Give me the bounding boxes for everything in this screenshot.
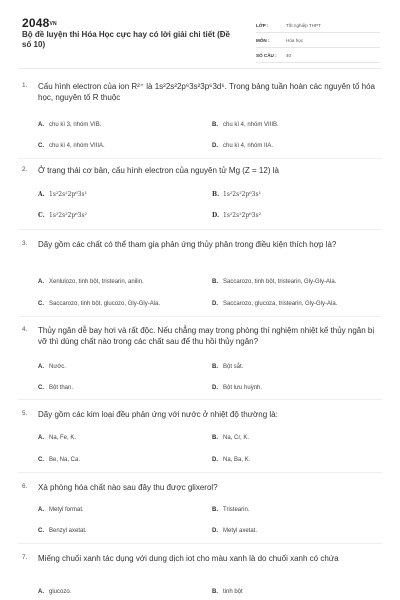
- option-letter: C.: [38, 385, 44, 391]
- option-letter: D.: [212, 143, 218, 149]
- option-text: Xenlulozo, tinh bột, tristearin, anilin.: [49, 279, 144, 285]
- option-text: Nước.: [49, 364, 66, 370]
- option-letter: A.: [38, 122, 44, 128]
- question-number: 5.: [22, 410, 28, 417]
- question-text: Xà phòng hóa chất nào sau đây thu được glixerol?: [38, 483, 218, 492]
- option-letter: A.: [38, 507, 44, 513]
- question-text: Dãy gồm các chất có thể tham gia phản ứng thủy phân trong điều kiện thích hợp là?: [38, 240, 337, 249]
- option-text: Metyl axetat.: [223, 528, 258, 534]
- option-b[interactable]: [212, 191, 261, 198]
- option-letter: B.: [212, 279, 218, 285]
- option-letter: C.: [38, 301, 44, 307]
- option-d[interactable]: [212, 143, 273, 149]
- question-separator: [18, 399, 382, 400]
- option-text: 1s²2s²2p⁶3s²: [49, 212, 87, 219]
- meta-key: MÔN :: [256, 37, 270, 43]
- option-text: chu kì 3, nhóm VIB.: [49, 122, 102, 128]
- document-meta: [256, 18, 380, 63]
- question-text: Miếng chuối xanh tác dụng với dung dịch iot cho màu xanh là do chuối xanh có chứa: [38, 554, 339, 563]
- option-text: 1s²2s²2p⁶3s²: [223, 212, 261, 219]
- option-letter: A.: [38, 191, 45, 198]
- option-a[interactable]: [38, 589, 71, 595]
- question-number: 3.: [22, 240, 28, 247]
- option-letter: D.: [212, 457, 218, 463]
- option-c[interactable]: [38, 385, 73, 391]
- option-d[interactable]: [212, 301, 337, 307]
- option-a[interactable]: [38, 191, 87, 198]
- option-letter: D.: [212, 212, 220, 219]
- meta-row-subject: [256, 33, 380, 48]
- option-c[interactable]: [38, 457, 80, 463]
- meta-row-question-count: [256, 48, 380, 63]
- option-d[interactable]: [212, 457, 250, 463]
- option-text: Saccarozo, tinh bột, glucozo, Gly-Gly-Ala.: [49, 301, 161, 307]
- brand-suffix: VN: [49, 21, 57, 27]
- meta-key: SỐ CÂU :: [256, 52, 277, 58]
- option-text: Metyl format.: [49, 507, 84, 513]
- option-letter: C.: [38, 528, 44, 534]
- option-letter: B.: [212, 507, 218, 513]
- option-d[interactable]: [212, 528, 257, 534]
- option-b[interactable]: [212, 122, 279, 128]
- option-letter: A.: [38, 435, 44, 441]
- option-text: Na, Cr, K.: [223, 435, 250, 441]
- meta-value: Tốt nghiệp THPT: [286, 22, 321, 28]
- option-text: Na, Ba, K.: [223, 457, 251, 463]
- option-letter: B.: [212, 364, 218, 370]
- option-text: Saccarozo, glucoza, tristearin, Gly-Gly-Ala.: [223, 301, 338, 307]
- option-letter: D.: [212, 385, 218, 391]
- question-number: 7.: [22, 554, 28, 561]
- option-a[interactable]: [38, 507, 84, 513]
- option-letter: A.: [38, 279, 44, 285]
- question-text: Dãy gồm các kim loại đều phản ứng với nước ở nhiệt độ thường là:: [38, 410, 278, 419]
- option-a[interactable]: [38, 279, 144, 285]
- option-a[interactable]: [38, 435, 76, 441]
- brand-logo[interactable]: [22, 16, 57, 30]
- option-c[interactable]: [38, 301, 160, 307]
- option-c[interactable]: [38, 143, 105, 149]
- question-text: Cấu hình electron của ion R²⁺ là 1s²2s²2p⁶3s²3p⁶3d⁶. Trong bảng tuần hoàn các nguyên tố hóa học, nguyên tố R thuộc: [38, 82, 375, 102]
- option-text: 1s²2s²2p⁶3s¹: [223, 191, 261, 198]
- option-letter: C.: [38, 143, 44, 149]
- option-a[interactable]: [38, 122, 101, 128]
- option-letter: D.: [212, 528, 218, 534]
- meta-value: 40: [286, 52, 292, 58]
- option-d[interactable]: [212, 212, 261, 219]
- option-letter: D.: [212, 301, 218, 307]
- option-letter: C.: [38, 457, 44, 463]
- option-text: Bột sắt.: [223, 364, 244, 370]
- meta-value: Hóa học: [286, 37, 304, 43]
- question-number: 2.: [22, 166, 28, 173]
- option-text: tinh bột: [223, 589, 243, 595]
- option-letter: A.: [38, 364, 44, 370]
- option-b[interactable]: [212, 279, 336, 285]
- brand-name: 2048: [22, 16, 50, 30]
- option-b[interactable]: [212, 435, 249, 441]
- option-c[interactable]: [38, 528, 87, 534]
- option-letter: A.: [38, 589, 44, 595]
- question-separator: [18, 158, 382, 159]
- option-b[interactable]: [212, 364, 243, 370]
- option-a[interactable]: [38, 364, 66, 370]
- question-number: 1.: [22, 82, 28, 89]
- option-c[interactable]: [38, 212, 87, 219]
- option-text: 1s²2s²2p⁶3s¹: [49, 191, 87, 198]
- question-separator: [18, 316, 382, 317]
- option-text: Na, Fe, K.: [49, 435, 77, 441]
- question-number: 4.: [22, 326, 28, 333]
- question-separator: [18, 229, 382, 230]
- option-text: chu kì 4, nhóm VIIIA.: [49, 143, 105, 149]
- option-text: Benzyl axetat.: [49, 528, 87, 534]
- question-number: 6.: [22, 483, 28, 490]
- option-text: Saccarozo, tinh bột, tristearin, Gly-Gly-Ala.: [223, 279, 337, 285]
- option-text: Tristearin.: [223, 507, 250, 513]
- question-text: Thủy ngân dễ bay hơi và rất độc. Nếu chẳng may trong phòng thí nghiệm nhiệt kế thủy ngân bị vỡ thì dùng chất nào trong các chất sau để thu hồi thủy ngân?: [38, 326, 375, 346]
- option-letter: B.: [212, 122, 218, 128]
- option-text: Be, Na, Ca.: [49, 457, 81, 463]
- option-letter: C.: [38, 212, 45, 219]
- option-text: chu kì 4, nhóm IIA.: [223, 143, 274, 149]
- document-title: Bộ đề luyện thi Hóa Học cực hay có lời giải chi tiết (Đề số 10): [22, 30, 230, 49]
- question-text: Ở trạng thái cơ bản, cấu hình electron của nguyên tử Mg (Z = 12) là: [38, 166, 279, 175]
- option-letter: B.: [212, 435, 218, 441]
- option-text: Bột lưu huỳnh.: [223, 385, 263, 391]
- question-separator: [18, 472, 382, 473]
- option-d[interactable]: [212, 385, 262, 391]
- option-b[interactable]: [212, 507, 249, 513]
- option-text: chu kì 4, nhóm VIIIB.: [223, 122, 279, 128]
- option-text: glucozo.: [49, 589, 72, 595]
- option-letter: B.: [212, 589, 218, 595]
- option-b[interactable]: [212, 589, 243, 595]
- question-separator: [18, 543, 382, 544]
- option-text: Bột than.: [49, 385, 74, 391]
- option-letter: B.: [212, 191, 220, 198]
- header-divider: [18, 68, 382, 69]
- meta-row-class: [256, 18, 380, 33]
- meta-key: LỚP :: [256, 22, 269, 28]
